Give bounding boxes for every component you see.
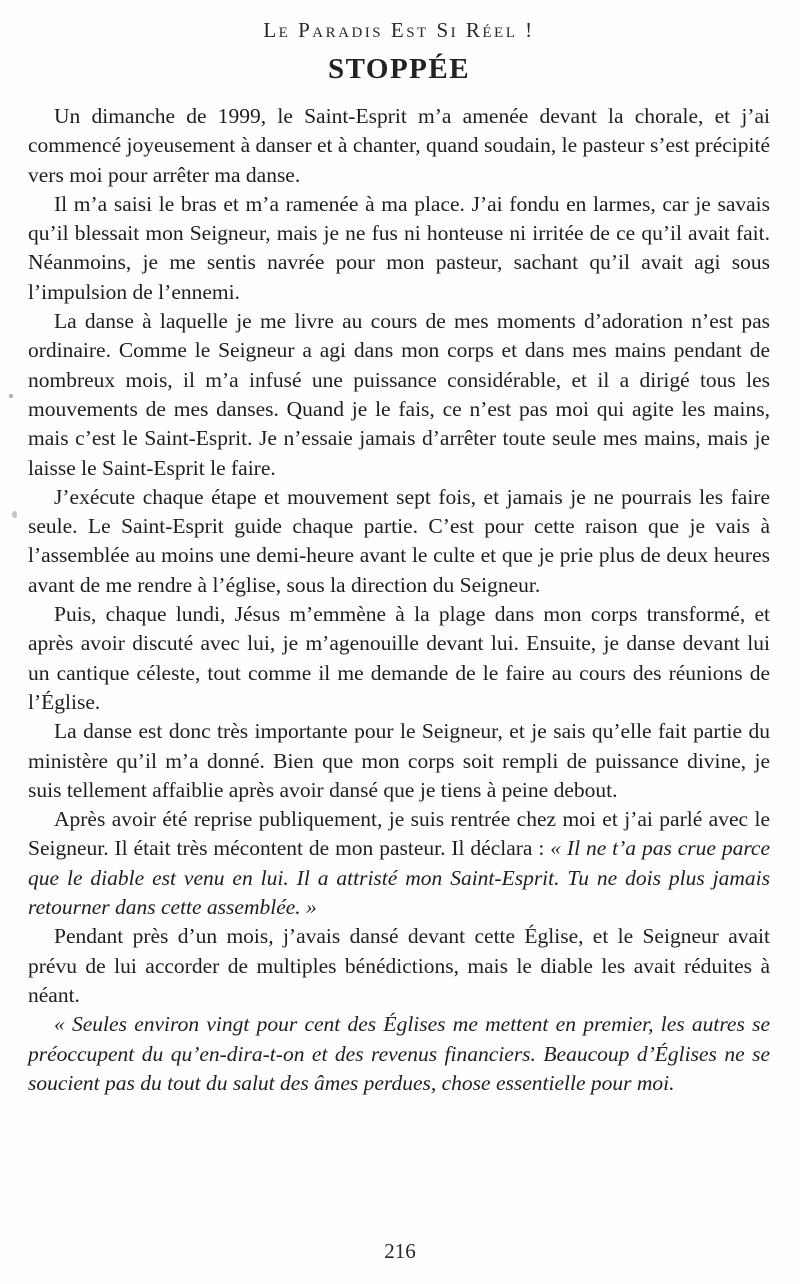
paragraph [28, 600, 770, 717]
quoted-speech: « Seules environ vingt pour cent des Églises me mettent en premier, les autres se préoccupent du qu’en-dira-t-on et des revenus financiers. Beaucoup d’Églises ne se soucient pas du tout du salut des âmes perdues, chose essentielle pour moi. [28, 1012, 770, 1095]
body-segment: Puis, chaque lundi, Jésus m’emmène à la plage dans mon corps transformé, et après avoir discuté avec lui, je m’agenouille devant lui. Ensuite, je danse devant lui un cantique céleste, tout comme il me demande de le faire au cours des réunions de l’Église. [28, 602, 770, 714]
body-segment: Il m’a saisi le bras et m’a ramenée à ma place. J’ai fondu en larmes, car je savais qu’il blessait mon Seigneur, mais je ne fus ni honteuse ni irritée de ce qu’il avait fait. Néanmoins, je me sentis navrée pour mon pasteur, sachant qu’il avait agi sous l’impulsion de l’ennemi. [28, 191, 770, 304]
scan-speck [9, 394, 13, 398]
body-segment: Après avoir été reprise publiquement, je suis rentrée chez moi et j’ai parlé avec le Seigneur. Il était très mécontent de mon pasteur. Il déclara : [28, 807, 770, 861]
body-segment: La danse est donc très importante pour le Seigneur, et je sais qu’elle fait partie du ministère qu’il m’a donné. Bien que mon corps soit rempli de puissance divine, je suis tellement affaiblie après avoir dansé que je tiens à peine debout. [28, 719, 770, 802]
paragraph [28, 307, 770, 483]
body-segment: La danse à laquelle je me livre au cours de mes moments d’adoration n’est pas ordinaire. Comme le Seigneur a agi dans mon corps et dans mes mains pendant de nombreux mois, il m’a infusé une puissance considérable, et il a dirigé tous les mouvements de mes danses. Quand je le fais, ce n’est pas moi qui agite les mains, mais c’est le Saint-Esprit. Je n’essaie jamais d’arrêter toute seule mes mains, mais je laisse le Saint-Esprit le faire. [28, 309, 770, 480]
quoted-speech: « Il ne t’a pas crue parce que le diable est venu en lui. Il a attristé mon Saint-Esprit. Tu ne dois plus jamais retourner dans cette assemblée. » [28, 836, 770, 920]
body-segment: Un dimanche de 1999, le Saint-Esprit m’a amenée devant la chorale, et j’ai commencé joyeusement à danser et à chanter, quand soudain, le pasteur s’est précipité vers moi pour arrêter ma danse. [28, 104, 770, 187]
paragraph [28, 805, 770, 922]
body-segment: J’exécute chaque étape et mouvement sept fois, et jamais je ne pourrais les faire seule. Le Saint-Esprit guide chaque partie. C’est pour cette raison que je vais à l’assemblée au moins une demi-heure avant le culte et que je prie plus de deux heures avant de me rendre à l’église, sous la direction du Seigneur. [28, 484, 770, 597]
paragraph [28, 483, 770, 600]
chapter-title: STOPPÉE [327, 53, 471, 85]
body-segment: Pendant près d’un mois, j’avais dansé devant cette Église, et le Seigneur avait prévu de lui accorder de multiples bénédictions, mais le diable les avait réduites à néant. [28, 924, 770, 1007]
paragraph [28, 717, 770, 805]
page-number: 216 [384, 1239, 416, 1263]
running-head: Le Paradis Est Si Réel ! [263, 18, 535, 42]
scan-speck [12, 511, 17, 518]
paragraph [28, 922, 770, 1010]
body-text [28, 102, 770, 1098]
paragraph [28, 190, 770, 307]
paragraph [28, 102, 770, 190]
paragraph [28, 1010, 770, 1098]
